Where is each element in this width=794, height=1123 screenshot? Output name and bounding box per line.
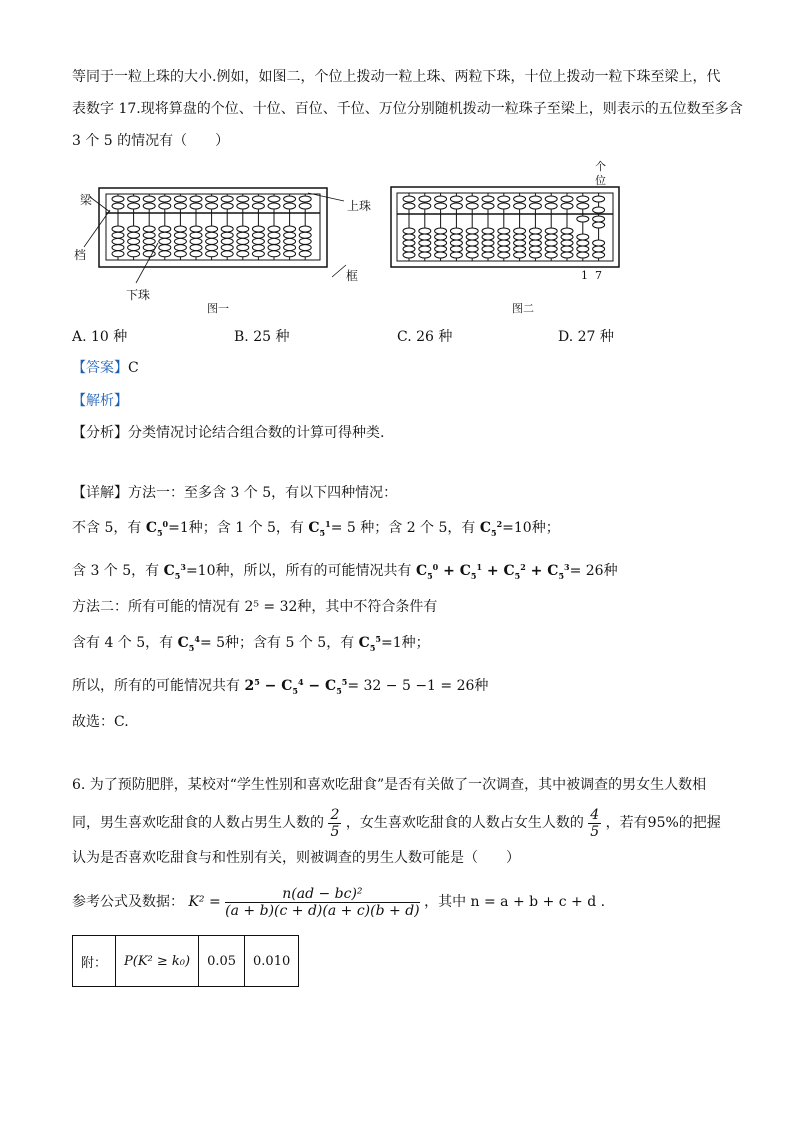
table-row — [73, 936, 299, 987]
abacus-bead — [514, 228, 526, 234]
fenxi-line — [72, 423, 384, 443]
abacus-bead — [482, 203, 494, 209]
abacus-bead — [529, 240, 541, 246]
fraction-two-fifths: $\frac{2}{5}$ — [330, 806, 340, 840]
abacus-bead — [466, 228, 478, 234]
abacus-bead — [593, 207, 605, 213]
table-cell: 附： — [73, 936, 116, 987]
table-cell: P(K² ≥ k₀) — [116, 936, 199, 987]
formula-lhs: K² = — [188, 894, 221, 910]
abacus-bead — [561, 228, 573, 234]
p5-line1: 等同于一粒上珠的大小.例如，如图二，个位上拨动一粒上珠、两粒下珠，十位上拨动一粒下珠至梁上，代 — [72, 69, 721, 85]
xiazhu-label: 下珠 — [126, 288, 151, 302]
m3a: 含有 4 个 5，有 — [72, 635, 174, 651]
option-d: D. 27 种 — [558, 329, 614, 345]
abacus-bead — [593, 240, 605, 246]
abacus-bead — [577, 196, 589, 202]
abacus-bead — [498, 196, 510, 202]
abacus-bead — [450, 252, 462, 258]
figure1-caption: 图一 — [207, 302, 229, 315]
abacus-bead — [498, 252, 510, 258]
d2c: = 26种 — [569, 563, 618, 579]
kuang-label: 框 — [346, 269, 359, 283]
abacus-bead — [466, 240, 478, 246]
abacus-bead — [403, 196, 415, 202]
d1a: 不含 5，有 — [72, 520, 142, 536]
abacus-bead — [514, 234, 526, 240]
abacus-bead — [482, 228, 494, 234]
ge-label: 个 — [595, 160, 606, 173]
m4a: 所以，所有的可能情况共有 — [72, 678, 240, 694]
abacus-bead — [482, 240, 494, 246]
abacus-bead — [450, 196, 462, 202]
abacus-bead — [593, 216, 605, 222]
detail-intro: 方法一：至多含 3 个 5，有以下四种情况： — [128, 485, 398, 501]
abacus-bead — [482, 234, 494, 240]
fenxi-text: 分类情况讨论结合组合数的计算可得种类. — [128, 425, 385, 441]
abacus-bead — [545, 240, 557, 246]
p6-l2b: ，女生喜欢吃甜食的人数占女生人数的 — [345, 815, 584, 831]
abacus-bead — [435, 240, 447, 246]
abacus-bead — [403, 228, 415, 234]
abacus-bead — [435, 246, 447, 252]
abacus-bead — [529, 196, 541, 202]
d1d: =10种； — [502, 520, 560, 536]
abacus-bead — [419, 252, 431, 258]
abacus-bead — [466, 234, 478, 240]
abacus-bead — [577, 240, 589, 246]
d1b: =1种；含 1 个 5，有 — [168, 520, 304, 536]
option-b: B. 25 种 — [234, 329, 290, 345]
abacus-bead — [561, 196, 573, 202]
dang-label: 档 — [74, 248, 87, 262]
abacus-bead — [529, 203, 541, 209]
method2-line-2: 含有 4 个 5，有 $C_5^4= 5$种；含有 5 个 5，有 $C_5^5=1$种； — [72, 634, 430, 653]
abacus-bead — [545, 246, 557, 252]
abacus-bead — [514, 252, 526, 258]
abacus-bead — [419, 234, 431, 240]
abacus-bead — [419, 196, 431, 202]
abacus-figure-2 — [389, 185, 625, 271]
abacus-bead — [498, 228, 510, 234]
fig1-leader-lines — [70, 185, 370, 295]
abacus-bead — [545, 234, 557, 240]
abacus-bead — [593, 222, 605, 228]
abacus-bead — [435, 234, 447, 240]
abacus-bead — [498, 246, 510, 252]
abacus-bead — [450, 234, 462, 240]
abacus-bead — [482, 196, 494, 202]
abacus-bead — [545, 203, 557, 209]
conclusion-line: 故选：C. — [72, 714, 129, 730]
abacus-bead — [577, 216, 589, 222]
abacus-bead — [450, 240, 462, 246]
abacus-bead — [529, 246, 541, 252]
abacus-bead — [514, 240, 526, 246]
option-c: C. 26 种 — [397, 329, 453, 345]
abacus-bead — [403, 252, 415, 258]
abacus-bead — [403, 246, 415, 252]
abacus-bead — [561, 252, 573, 258]
abacus-bead — [561, 246, 573, 252]
fenxi-label: 【分析】 — [72, 425, 128, 441]
abacus-bead — [593, 246, 605, 252]
abacus-bead — [514, 196, 526, 202]
table-cell: 0.010 — [245, 936, 299, 987]
abacus-bead — [545, 196, 557, 202]
abacus-bead — [450, 203, 462, 209]
abacus-bead — [435, 228, 447, 234]
method2-line: 方法二：所有可能的情况有 2⁵ = 32种，其中不符合条件有 — [72, 599, 438, 615]
abacus-bead — [545, 228, 557, 234]
abacus-bead — [545, 252, 557, 258]
answer-label: 【答案】 — [72, 360, 128, 376]
abacus-bead — [577, 252, 589, 258]
p5-line3: 3 个 5 的情况有（ ） — [72, 133, 230, 149]
detail-line-2: 不含 5，有 $C_5^0=1$种；含 1 个 5，有 $C_5^1= 5$ 种；含 2 个 5，有 $C_5^2=10$种； — [72, 519, 560, 538]
p5-line2: 表数字 17.现将算盘的个位、十位、百位、千位、万位分别随机拨动一粒珠子至梁上，则表示的五位数至多含 — [72, 101, 743, 117]
abacus-bead — [514, 246, 526, 252]
abacus-bead — [529, 252, 541, 258]
analysis-label: 【解析】 — [72, 393, 128, 409]
formula-label: 参考公式及数据： — [72, 894, 184, 910]
wei-label: 位 — [595, 174, 606, 187]
liang-label: 梁 — [80, 193, 93, 207]
d2b: =10种，所以，所有的可能情况共有 — [185, 563, 412, 579]
formula-line — [72, 885, 605, 919]
p6-line3: 认为是否喜欢吃甜食与和性别有关，则被调查的男生人数可能是（ ） — [72, 850, 520, 866]
abacus-bead — [577, 234, 589, 240]
reference-table — [72, 935, 299, 987]
abacus-bead — [450, 246, 462, 252]
figure2-caption: 图二 — [512, 302, 534, 315]
abacus-bead — [561, 234, 573, 240]
p6-l2a: 同，男生喜欢吃甜食的人数占男生人数的 — [72, 815, 324, 831]
p6-l2c: ，若有95%的把握 — [605, 815, 721, 831]
abacus-bead — [419, 240, 431, 246]
shangzhu-label: 上珠 — [347, 199, 372, 213]
detail-line-3: 含 3 个 5，有 $C_5^3=10$种，所以，所有的可能情况共有 $C_5^0 + C_5^1 + C_5^2 + C_5^3= 26$种 — [72, 562, 618, 581]
option-a: A. 10 种 — [72, 329, 128, 345]
abacus-bead — [482, 246, 494, 252]
abacus-bead — [450, 228, 462, 234]
abacus-bead — [498, 203, 510, 209]
abacus-bead — [435, 196, 447, 202]
abacus-bead — [514, 203, 526, 209]
abacus-bead — [403, 203, 415, 209]
fraction-four-fifths: $\frac{4}{5}$ — [590, 806, 600, 840]
abacus-bead — [466, 196, 478, 202]
answer-line — [72, 358, 139, 378]
detail-line — [72, 483, 397, 503]
table-cell: 0.05 — [199, 936, 245, 987]
m3b: = 5种；含有 5 个 5，有 — [199, 635, 355, 651]
detail-label: 【详解】 — [72, 485, 128, 501]
abacus-bead — [577, 203, 589, 209]
p6-line2 — [72, 806, 721, 840]
abacus-digits: 1 7 — [581, 269, 602, 282]
abacus-bead — [466, 252, 478, 258]
abacus-bead — [419, 203, 431, 209]
analysis-line — [72, 391, 128, 411]
method2-line-3: 所以，所有的可能情况共有 $2^5 - C_5^4 - C_5^5= 32 - 5 -1 = 26$种 — [72, 677, 489, 696]
m4b: = 32 − 5 −1 = 26种 — [347, 678, 489, 694]
p6-line1: 6. 为了预防肥胖，某校对“学生性别和喜欢吃甜食”是否有关做了一次调查，其中被调查的男女生人数相 — [72, 777, 707, 793]
formula-tail: ，其中 n = a + b + c + d . — [424, 894, 606, 910]
abacus-bead — [498, 234, 510, 240]
abacus-bead — [529, 234, 541, 240]
abacus-bead — [593, 196, 605, 202]
d1c: = 5 种；含 2 个 5，有 — [330, 520, 476, 536]
abacus-bead — [435, 252, 447, 258]
m3c: =1种； — [380, 635, 430, 651]
abacus-bead — [577, 246, 589, 252]
abacus-bead — [419, 246, 431, 252]
abacus-bead — [466, 246, 478, 252]
abacus-bead — [561, 240, 573, 246]
abacus-bead — [593, 252, 605, 258]
abacus-bead — [482, 252, 494, 258]
abacus-bead — [403, 234, 415, 240]
abacus-bead — [403, 240, 415, 246]
abacus-bead — [466, 203, 478, 209]
abacus-bead — [419, 228, 431, 234]
abacus-bead — [561, 203, 573, 209]
abacus-bead — [498, 240, 510, 246]
answer-value: C — [128, 360, 139, 376]
abacus-bead — [529, 228, 541, 234]
formula-fraction: $\frac{\text{n(ad − bc)²}}{(a + b)(c + d)(a + c)(b + d)}$ — [225, 885, 420, 919]
abacus-bead — [435, 203, 447, 209]
d2a: 含 3 个 5，有 — [72, 563, 160, 579]
